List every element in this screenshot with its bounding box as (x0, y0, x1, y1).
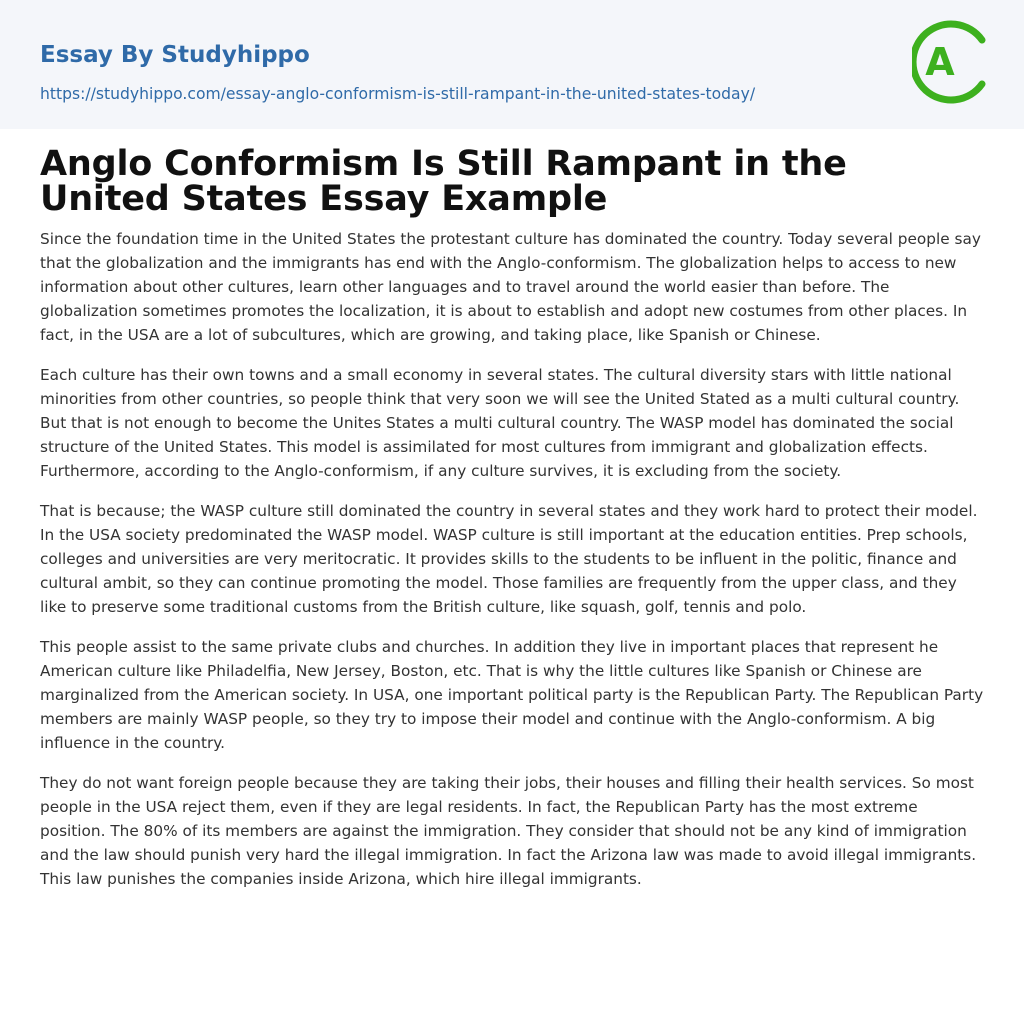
article-paragraph: Since the foundation time in the United States the protestant culture has dominated the country. Today several people say that the globalization and the immigrants has end with the Anglo-conformism. The globalization helps to access to new information about other cultures, learn other languages and to travel around the world easier than before. The globalization sometimes promotes the localization, it is about to establish and adopt new costumes from other places. In fact, in the USA are a lot of subcultures, which are growing, and taking place, like Spanish or Chinese. (40, 230, 981, 344)
site-brand[interactable]: Essay By Studyhippo (40, 42, 310, 68)
article-paragraph: Each culture has their own towns and a small economy in several states. The cultural diversity stars with little national minorities from other countries, so people think that very soon we will see the United Stated as a multi cultural country. But that is not enough to become the Unites States a multi cultural country. The WASP model has dominated the social structure of the United States. This model is assimilated for most cultures from immigrant and globalization effects. Furthermore, according to the Anglo-conformism, if any culture survives, it is excluding from the society. (40, 366, 960, 480)
studyhippo-logo-icon[interactable] (912, 18, 988, 106)
essay-url-link[interactable]: https://studyhippo.com/essay-anglo-conformism-is-still-rampant-in-the-united-states-today/ (40, 85, 756, 103)
site-header (0, 0, 1024, 129)
article (0, 144, 1024, 891)
page-title: Anglo Conformism Is Still Rampant in the United States Essay Example (40, 144, 847, 219)
article-paragraph: This people assist to the same private clubs and churches. In addition they live in important places that represent he American culture like Philadelfia, New Jersey, Boston, etc. That is why the little cultures like Spanish or Chinese are marginalized from the American society. In USA, one important political party is the Republican Party. The Republican Party members are mainly WASP people, so they try to impose their model and continue with the Anglo-conformism. A big influence in the country. (40, 638, 984, 752)
article-paragraph: That is because; the WASP culture still dominated the country in several states and they work hard to protect their model. In the USA society predominated the WASP model. WASP culture is still important at the education entities. Prep schools, colleges and universities are very meritocratic. It provides skills to the students to be influent in the politic, finance and cultural ambit, so they can continue promoting the model. Those families are frequently from the upper class, and they like to preserve some traditional customs from the British culture, like squash, golf, tennis and polo. (40, 502, 978, 616)
logo-letter: A (925, 40, 955, 84)
article-paragraph: They do not want foreign people because they are taking their jobs, their houses and filling their health services. So most people in the USA reject them, even if they are legal residents. In fact, the Republican Party has the most extreme position. The 80% of its members are against the immigration. They consider that should not be any kind of immigration and the law should punish very hard the illegal immigration. In fact the Arizona law was made to avoid illegal immigrants. This law punishes the companies inside Arizona, which hire illegal immigrants. (40, 774, 977, 888)
